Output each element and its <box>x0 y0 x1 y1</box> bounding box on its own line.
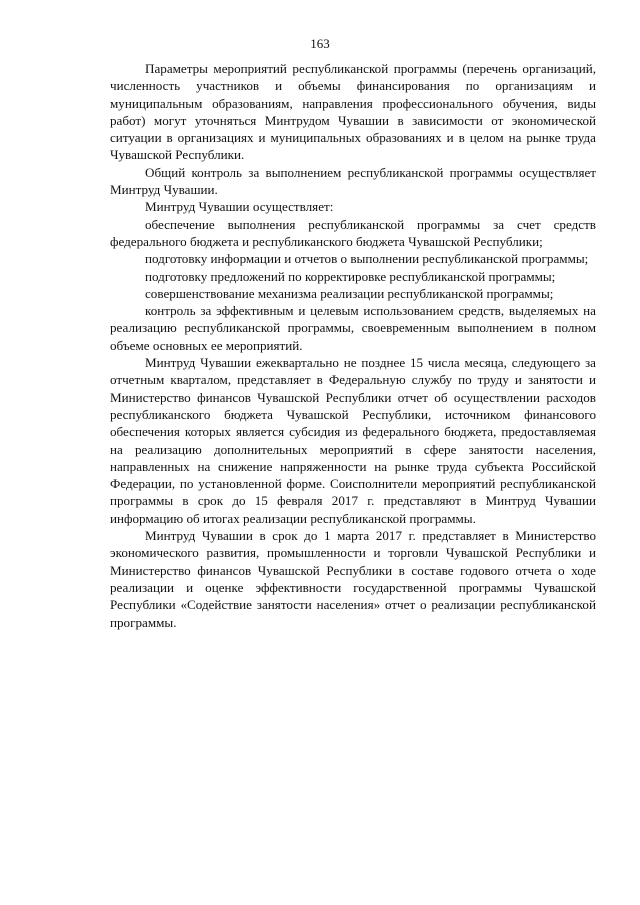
page-number: 163 <box>310 36 330 51</box>
paragraph-parameters: Параметры мероприятий республиканской программы (перечень организаций, численность участников и объемы финансирования по организациям и муниципальным образованиям, направления профессионального обучения, виды работ) могут уточняться Минтрудом Чувашии в зависимости от экономической ситуации в организациях и муниципальных образованиях и в целом на рынке труда Чувашской Республики. <box>110 61 596 163</box>
paragraph-annual-report: Минтруд Чувашии в срок до 1 марта 2017 г. представляет в Министерство экономического развития, промышленности и торговли Чувашской Республики и Министерство финансов Чувашской Республики в составе годового отчета о ходе реализации и оценке эффективности государственной программы Чувашской Республики «Содействие занятости населения» отчет о реализации республиканской программы. <box>110 528 596 630</box>
list-item-funding: обеспечение выполнения республиканской программы за счет средств федерального бюджета и республиканского бюджета Чувашской Республики; <box>110 216 596 249</box>
list-item-reports: подготовку информации и отчетов о выполнении республиканской программы; <box>145 251 589 267</box>
paragraph-general-control: Общий контроль за выполнением республиканской программы осуществляет Минтруд Чувашии. <box>110 164 596 198</box>
list-item-proposals: подготовку предложений по корректировке республиканской программы; <box>145 268 556 284</box>
list-item-mechanism: совершенствование механизма реализации республиканской программы; <box>145 285 554 301</box>
paragraph-quarterly-report: Минтруд Чувашии ежеквартально не позднее 15 числа месяца, следующего за отчетным кварталом, представляет в Федеральную службу по труду и занятости и Министерство финансов Чувашской Республики отчет об осуществлении расходов республиканского бюджета Чувашской Республики, источником финансового обеспечения которых является субсидия из федерального бюджета, предоставляемая на реализацию дополнительных мероприятий в сфере занятости населения, направленных на снижение напряженности на рынке труда субъекта Российской Федерации, по установленной форме. Соисполнители мероприятий республиканской программы в срок до 15 февраля 2017 г. представляют в Минтруд Чувашии информацию об итогах реализации республиканской программы. <box>110 355 596 526</box>
paragraph-ministry-duties-intro: Минтруд Чувашии осуществляет: <box>145 199 334 215</box>
page-body <box>110 60 596 631</box>
list-item-control: контроль за эффективным и целевым использованием средств, выделяемых на реализацию республиканской программы, своевременным выполнением в полном объеме основных ее мероприятий. <box>110 303 596 353</box>
